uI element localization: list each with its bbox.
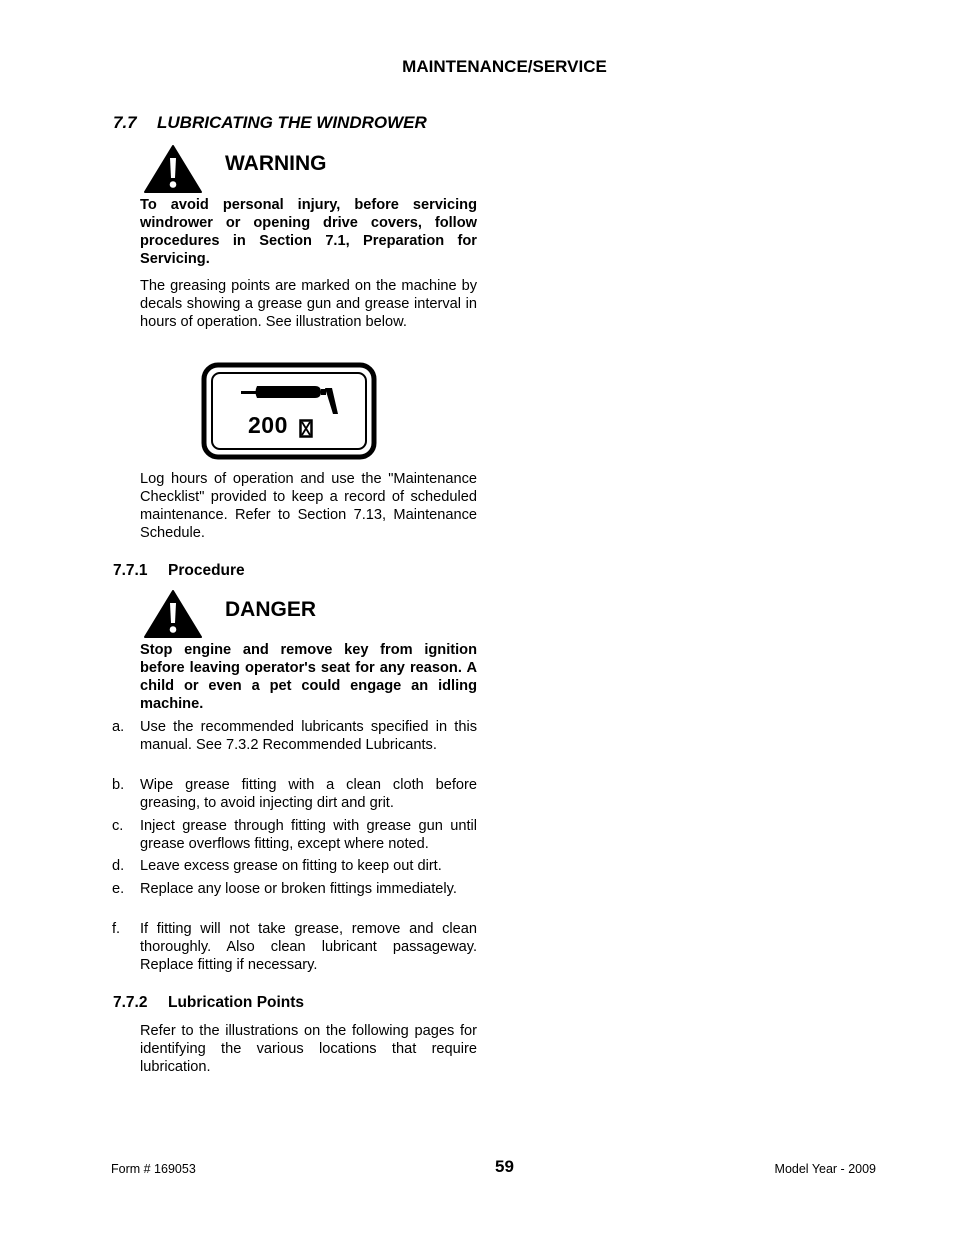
danger-text: Stop engine and remove key from ignition before leaving operator's seat for any reason. A child or even a pet could engage an idling machine.: [140, 642, 477, 712]
list-marker: d.: [112, 858, 125, 874]
footer-model-year: Model Year - 2009: [774, 1162, 876, 1176]
procedure-number: 7.7.1: [113, 562, 148, 579]
list-marker: c.: [112, 818, 124, 834]
procedure-heading: [113, 562, 245, 580]
section-title-text: LUBRICATING THE WINDROWER: [157, 113, 427, 132]
list-text: Leave excess grease on fitting to keep out dirt.: [140, 858, 442, 874]
warning-triangle-icon: [143, 144, 203, 194]
warning-triangle-icon: [143, 589, 203, 639]
footer-form-number: Form # 169053: [111, 1162, 196, 1176]
danger-label: DANGER: [225, 598, 317, 621]
hourglass-icon: [299, 419, 313, 443]
list-text: Wipe grease fitting with a clean cloth before greasing, to avoid injecting dirt and grit.: [140, 777, 477, 811]
list-marker: f.: [112, 921, 121, 937]
page-header: MAINTENANCE/SERVICE: [402, 57, 607, 76]
grease-decal: [201, 362, 377, 460]
list-marker: a.: [112, 719, 125, 735]
page-number: 59: [495, 1157, 514, 1176]
log-paragraph: Log hours of operation and use the "Maintenance Checklist" provided to keep a record of scheduled maintenance. Refer to Section 7.13, Maintenance Schedule.: [140, 471, 477, 541]
warning-text: To avoid personal injury, before servicing windrower or opening drive covers, follow procedures in Section 7.1, Preparation for Servicing.: [140, 197, 477, 267]
list-marker: b.: [112, 777, 125, 793]
warning-label: WARNING: [225, 152, 327, 175]
lubrication-points-number: 7.7.2: [113, 994, 148, 1011]
list-text: Inject grease through fitting with grease gun until grease overflows fitting, except where noted.: [140, 818, 477, 852]
lubrication-points-title: Lubrication Points: [168, 994, 305, 1011]
list-text: Replace any loose or broken fittings immediately.: [140, 881, 457, 897]
lubrication-points-text: Refer to the illustrations on the following pages for identifying the various locations that require lubrication.: [140, 1023, 477, 1075]
section-title: [113, 113, 427, 133]
list-text: Use the recommended lubricants specified in this manual. See 7.3.2 Recommended Lubricants.: [140, 719, 477, 753]
procedure-title: Procedure: [168, 562, 245, 579]
intro-paragraph: The greasing points are marked on the machine by decals showing a grease gun and grease interval in hours of operation. See illustration below.: [140, 278, 477, 330]
section-number: 7.7: [113, 113, 137, 132]
list-text: If fitting will not take grease, remove and clean thoroughly. Also clean lubricant passageway. Replace fitting if necessary.: [140, 921, 477, 973]
grease-interval: 200: [248, 412, 288, 438]
list-marker: e.: [112, 881, 125, 897]
lubrication-points-heading: [113, 994, 304, 1012]
